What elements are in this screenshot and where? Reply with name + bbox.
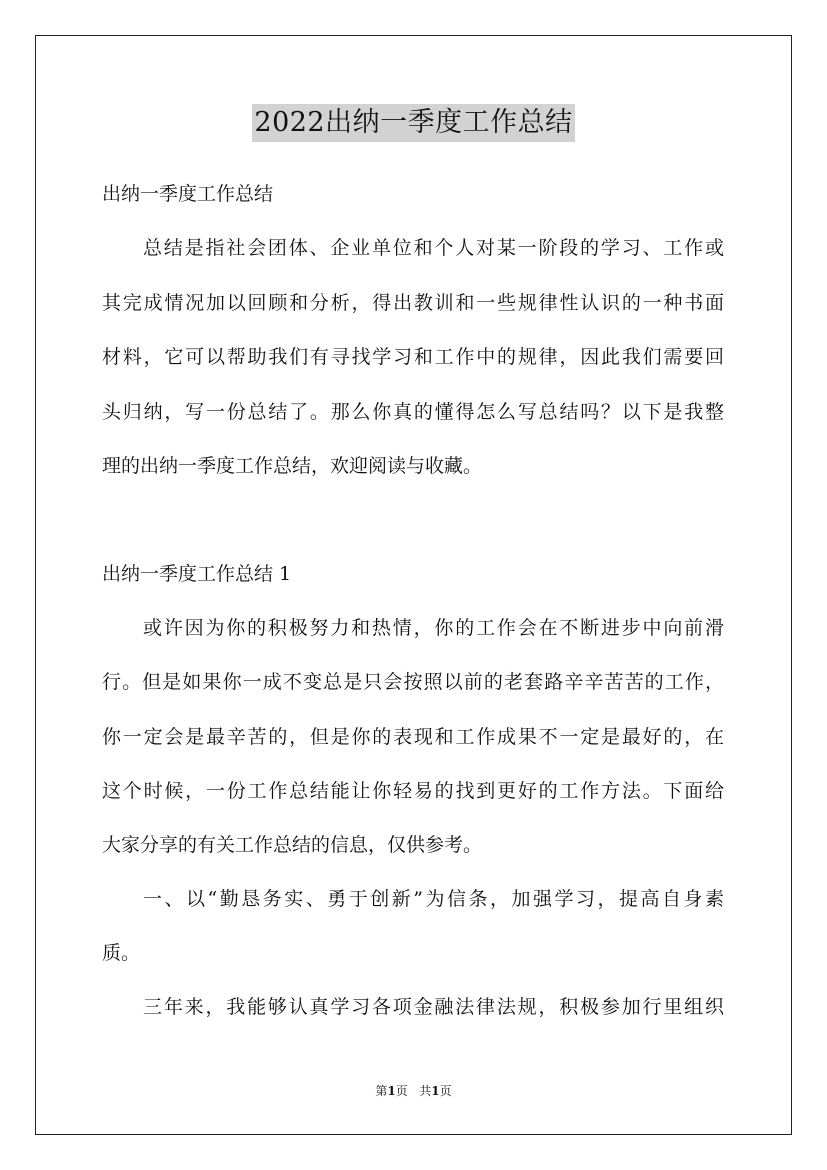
intro-line-4: 头归纳，写一份总结了。那么你真的懂得怎么写总结吗？以下是我整 <box>102 401 724 423</box>
intro-line-5: 理的出纳一季度工作总结，欢迎阅读与收藏。 <box>102 455 483 477</box>
intro-line-3: 材料，它可以帮助我们有寻找学习和工作中的规律，因此我们需要回 <box>102 346 724 368</box>
title-wrap <box>0 104 827 142</box>
paragraph3-line-1: 三年来，我能够认真学习各项金融法律法规，积极参加行里组织 <box>143 996 724 1018</box>
section1-line-2: 行。但是如果你一成不变总是只会按照以前的老套路辛辛苦苦的工作， <box>102 671 724 693</box>
point1-line-1: 一、以“勤恳务实、勇于创新”为信条，加强学习，提高自身素 <box>143 888 724 910</box>
section1-heading: 出纳一季度工作总结 1 <box>102 563 292 585</box>
footer-suffix: 页 <box>439 1084 452 1098</box>
point1-line-2: 质。 <box>102 942 141 964</box>
intro-line-2: 其完成情况加以回顾和分析，得出教训和一些规律性认识的一种书面 <box>102 292 724 314</box>
section1-line-5: 大家分享的有关工作总结的信息，仅供参考。 <box>102 834 483 856</box>
subtitle: 出纳一季度工作总结 <box>102 183 274 205</box>
footer-mid: 页 共 <box>395 1084 432 1098</box>
footer-total-pages: 1 <box>431 1084 440 1098</box>
intro-line-1: 总结是指社会团体、企业单位和个人对某一阶段的学习、工作或 <box>143 237 724 259</box>
section1-line-1: 或许因为你的积极努力和热情，你的工作会在不断进步中向前滑 <box>143 617 724 639</box>
page-footer <box>0 1083 827 1099</box>
section1-line-3: 你一定会是最辛苦的，但是你的表现和工作成果不一定是最好的，在 <box>102 726 724 748</box>
footer-page-number: 1 <box>387 1084 396 1098</box>
document-title: 2022出纳一季度工作总结 <box>252 104 574 142</box>
section1-line-4: 这个时候，一份工作总结能让你轻易的找到更好的工作方法。下面给 <box>102 780 724 802</box>
footer-prefix: 第 <box>375 1084 388 1098</box>
